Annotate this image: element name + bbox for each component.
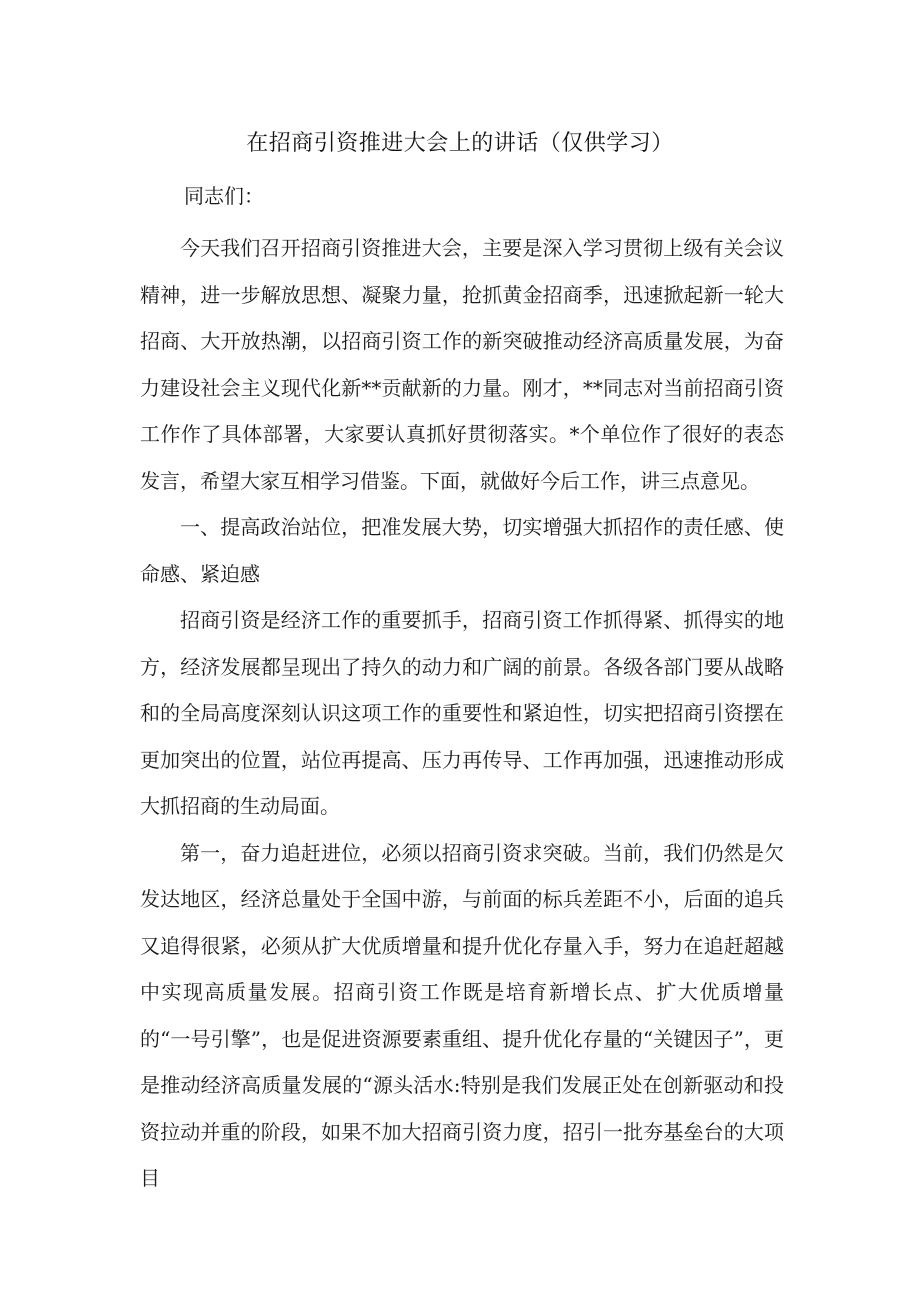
document-title: 在招商引资推进大会上的讲话（仅供学习） <box>246 131 674 156</box>
paragraph-opening: 今天我们召开招商引资推进大会，主要是深入学习贯彻上级有关会议精神，进一步解放思想、凝聚力量，抢抓黄金招商季，迅速掀起新一轮大招商、大开放热潮，以招商引资工作的新突破推动经济高质量发展，为奋力建设社会主义现代化新**贡献新的力量。刚才，**同志对当前招商引资工作作了具体部署，大家要认真抓好贯彻落实。*个单位作了很好的表态发言，希望大家互相学习借鉴。下面，就做好今后工作，讲三点意见。 <box>140 236 784 493</box>
greeting: 同志们： <box>184 184 264 208</box>
section-heading-1: 一、提高政治站位，把准发展大势，切实增强大抓招作的责任感、使命感、紧迫感 <box>140 515 784 586</box>
paragraph-section-1: 招商引资是经济工作的重要抓手，招商引资工作抓得紧、抓得实的地方，经济发展都呈现出了持久的动力和广阔的前景。各级各部门要从战略和的全局高度深刻认识这项工作的重要性和紧迫性，切实把招商引资摆在更加突出的位置，站位再提高、压力再传导、工作再加强，迅速推动形成大抓招商的生动局面。 <box>140 608 784 818</box>
document-body <box>140 225 784 1202</box>
paragraph-point-1: 第一，奋力追赶进位，必须以招商引资求突破。当前，我们仍然是欠发达地区，经济总量处于全国中游，与前面的标兵差距不小，后面的追兵又追得很紧，必须从扩大优质增量和提升优化存量入手，努力在追赶超越中实现高质量发展。招商引资工作既是培育新增长点、扩大优质增量的“一号引擎”，也是促进资源要素重组、提升优化存量的“关键因子”，更是推动经济高质量发展的“源头活水:特别是我们发展正处在创新驱动和投资拉动并重的阶段，如果不加大招商引资力度，招引一批夯基垒台的大项目 <box>140 840 784 1190</box>
